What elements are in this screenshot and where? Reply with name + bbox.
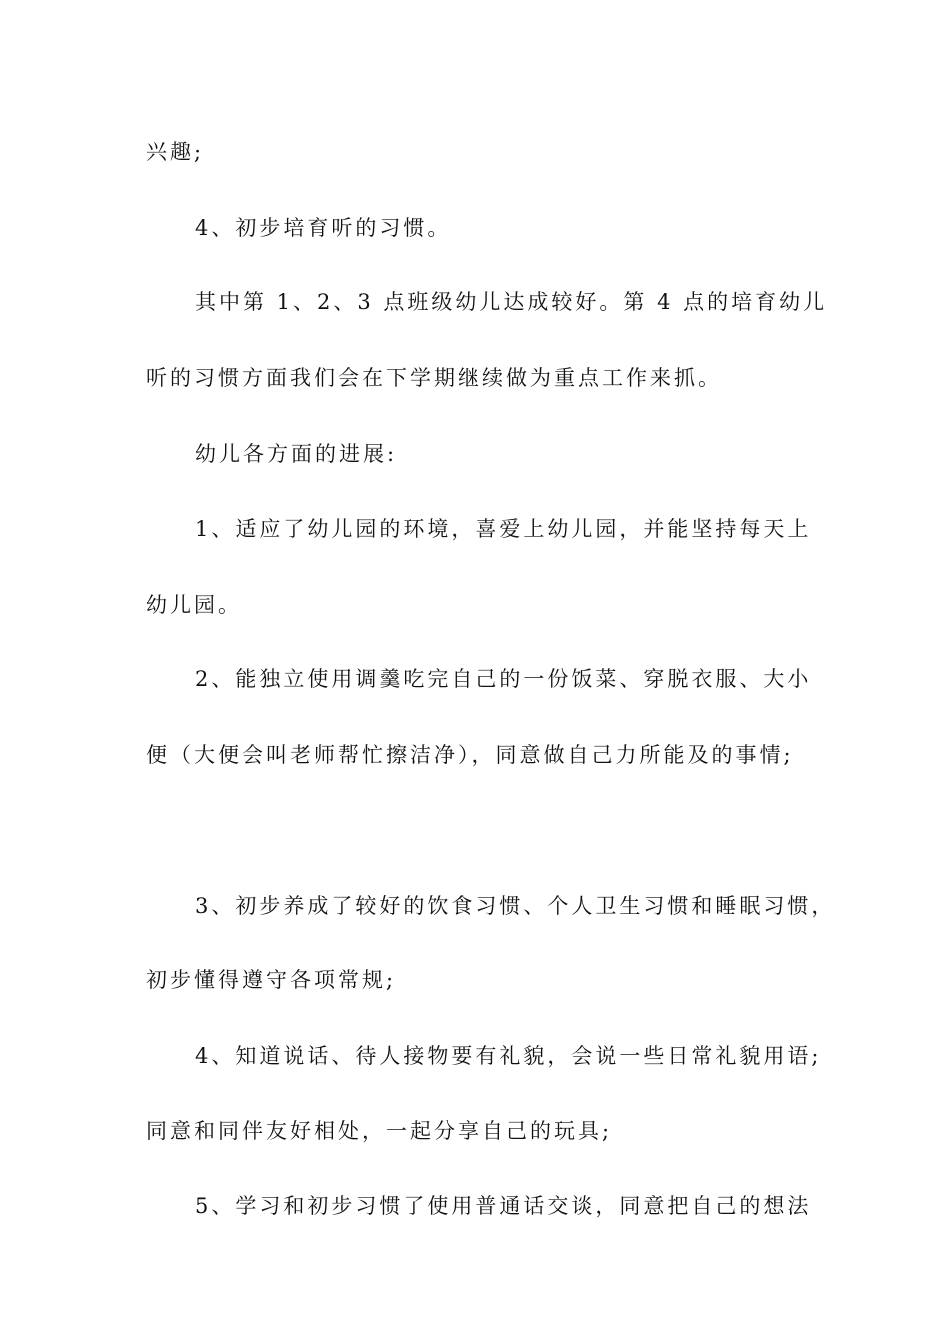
- text-line: 幼儿园。: [146, 593, 242, 617]
- text-line: 同意和同伴友好相处，一起分享自己的玩具;: [146, 1119, 613, 1143]
- text-line: 2、能独立使用调羹吃完自己的一份饭菜、穿脱衣服、大小: [195, 667, 812, 691]
- text-line: 听的习惯方面我们会在下学期继续做为重点工作来抓。: [146, 366, 722, 390]
- text-line: 便（大便会叫老师帮忙擦洁净），同意做自己力所能及的事情;: [146, 743, 794, 767]
- text-line: 1、适应了幼儿园的环境，喜爱上幼儿园，并能坚持每天上: [195, 517, 812, 541]
- text-line: 4、知道说话、待人接物要有礼貌，会说一些日常礼貌用语;: [195, 1044, 822, 1068]
- text-line: 3、初步养成了较好的饮食习惯、个人卫生习惯和睡眠习惯，: [195, 894, 836, 918]
- text-line: 幼儿各方面的进展:: [195, 442, 398, 466]
- text-line: 初步懂得遵守各项常规;: [146, 968, 397, 992]
- text-line: 4、初步培育听的习惯。: [195, 216, 452, 240]
- text-line: 5、学习和初步习惯了使用普通话交谈，同意把自己的想法: [195, 1194, 812, 1218]
- text-line: 其中第 1、2、3 点班级幼儿达成较好。第 4 点的培育幼儿: [195, 290, 828, 314]
- text-line: 兴趣;: [146, 140, 205, 164]
